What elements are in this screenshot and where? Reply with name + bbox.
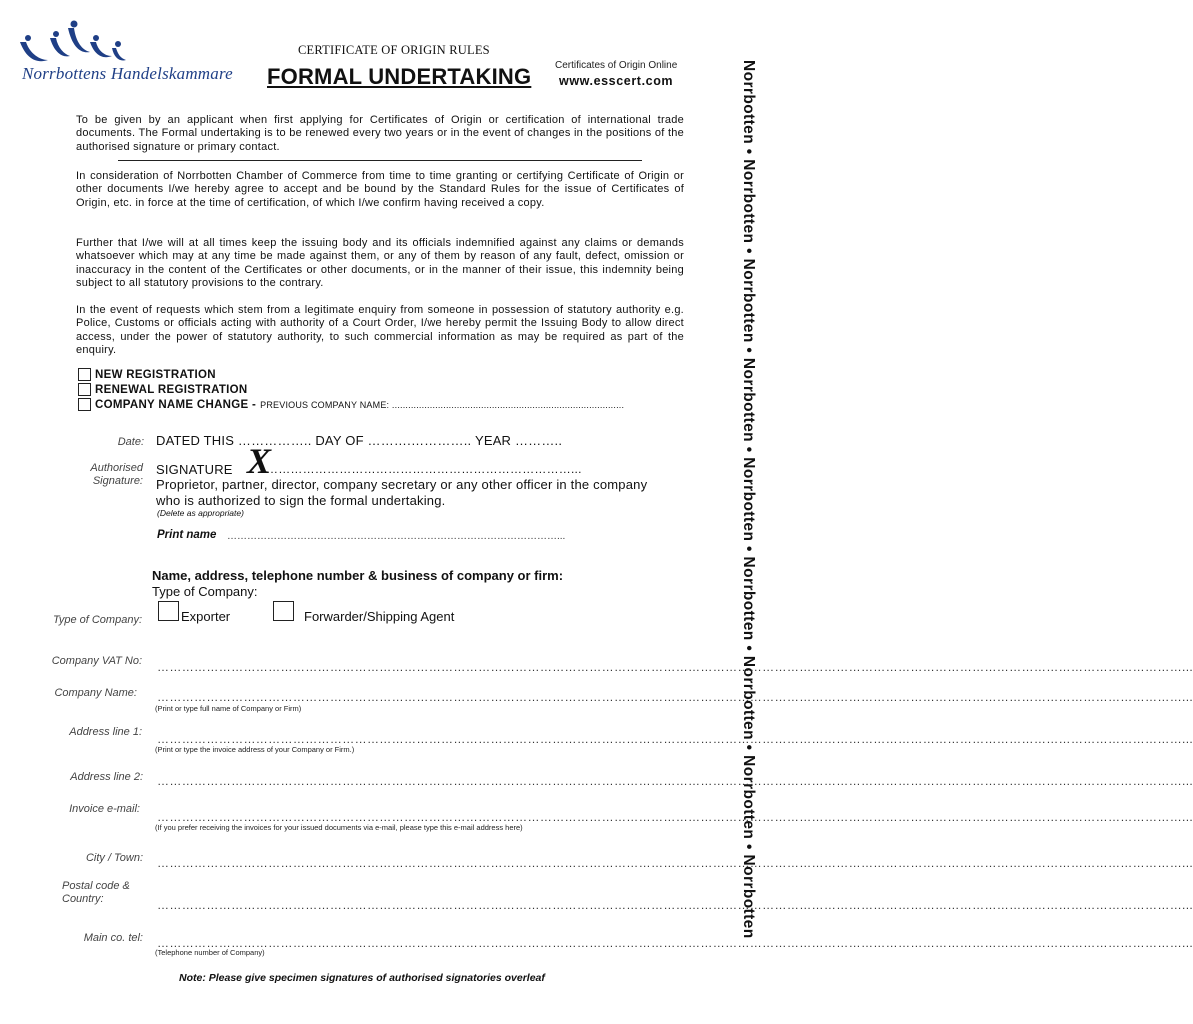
name-change-option[interactable] [78, 397, 624, 412]
divider [118, 160, 642, 161]
address1-hint: (Print or type the invoice address of your Company or Firm.) [155, 745, 355, 754]
exporter-checkbox[interactable] [158, 601, 179, 621]
new-registration-checkbox[interactable] [78, 368, 91, 381]
signatory-desc-2: who is authorized to sign the formal undertaking. [156, 493, 446, 508]
previous-name-field[interactable]: PREVIOUS COMPANY NAME: ...................................................................................... [260, 399, 625, 410]
postal-label-2: Country: [62, 893, 104, 905]
email-hint: (If you prefer receiving the invoices for your issued documents via e-mail, please type this e-mail address here) [155, 823, 523, 832]
vat-field[interactable]: ……………………………………………………………………………………………………………………………………………………………………………………………………………………………... [157, 660, 1193, 674]
renewal-registration-checkbox[interactable] [78, 383, 91, 396]
rules-title: CERTIFICATE OF ORIGIN RULES [298, 43, 490, 57]
signatory-desc-1: Proprietor, partner, director, company secretary or any other officer in the company [156, 477, 648, 492]
new-registration-label: NEW REGISTRATION [95, 368, 216, 381]
forwarder-label: Forwarder/Shipping Agent [304, 609, 455, 624]
paragraph-enquiry: In the event of requests which stem from a legitimate enquiry from someone in possession of statutory authority e.g. Police, Customs or officials acting with authority of a Court Order, I/we hereby permit the Issuing Body to allow direct access, under the power of statutory authority, to such commercial information as may be required as part of the enquiry. [76, 304, 684, 357]
tel-hint: (Telephone number of Company) [155, 948, 265, 957]
city-label: City / Town: [85, 852, 143, 864]
address1-field[interactable]: ……………………………………………………………………………………………………………………………………………………………………………………………………………………………... [157, 732, 1193, 746]
type-heading: Type of Company: [152, 584, 258, 599]
forwarder-checkbox[interactable] [273, 601, 294, 621]
signature-label-1: Authorised [90, 462, 143, 474]
delete-note: (Delete as appropriate) [157, 508, 244, 518]
page-title: FORMAL UNDERTAKING [267, 64, 532, 89]
online-label: Certificates of Origin Online [555, 60, 678, 71]
print-name-field[interactable]: ………………………………………………………………………………………... [227, 531, 566, 542]
type-of-company-label: Type of Company: [52, 614, 142, 626]
postal-label-1: Postal code & [62, 880, 130, 892]
paragraph-consideration: In consideration of Norrbotten Chamber of Commerce from time to time granting or certifying Certificate of Origin or other documents I/we hereby agree to accept and be bound by the Standard Rules for the issue of Certificates of Origin, etc. in force at the time of certification, of which I/we confirm having received a copy. [76, 170, 684, 209]
company-heading: Name, address, telephone number & business of company or firm: [152, 568, 564, 583]
postal-field[interactable]: ……………………………………………………………………………………………………………………………………………………………………………………………………………………………... [157, 898, 1193, 912]
side-band-text: Norrbotten • Norrbotten • Norrbotten • Norrbotten • Norrbotten • Norrbotten • Norrbotten • Norrbotten • Norrbotten [740, 60, 757, 939]
city-field[interactable]: ……………………………………………………………………………………………………………………………………………………………………………………………………………………………... [157, 856, 1193, 870]
name-change-label: COMPANY NAME CHANGE - [95, 398, 257, 411]
tel-field[interactable]: ……………………………………………………………………………………………………………………………………………………………………………………………………………………………... [157, 936, 1193, 950]
address1-label: Address line 1: [69, 726, 142, 738]
address2-label: Address line 2: [70, 771, 143, 783]
signature-word: SIGNATURE [156, 462, 233, 477]
chamber-name: Norrbottens Handelskammare [22, 64, 233, 83]
footer-note: Note: Please give specimen signatures of authorised signatories overleaf [179, 972, 545, 984]
signature-field[interactable]: …………………………………………………………………... [266, 462, 582, 476]
date-line[interactable]: DATED THIS …………….. DAY OF ……….………….. YEAR ……….. [156, 433, 563, 448]
paragraph-indemnity: Further that I/we will at all times keep the issuing body and its officials indemnified against any claims or demands whatsoever which may at any time be made against them, or any of them by reason of any fault, defect, omission or inaccuracy in the content of the Certificates or other documents, or in the manner of their issue, this indemnity being subject to all statutory provisions to the contrary. [76, 237, 684, 290]
renewal-registration-label: RENEWAL REGISTRATION [95, 383, 248, 396]
print-name-label: Print name [157, 529, 217, 541]
email-field[interactable]: ……………………………………………………………………………………………………………………………………………………………………………………………………………………………... [157, 810, 1193, 824]
signature-label-2: Signature: [92, 475, 143, 487]
intro-text: To be given by an applicant when first applying for Certificates of Origin or certification of international trade documents. The Formal undertaking is to be renewed every two years or in the event of changes in the positions of the authorised signature or primary contact. [76, 114, 684, 153]
exporter-label: Exporter [181, 609, 231, 624]
name-change-checkbox[interactable] [78, 398, 91, 411]
company-name-hint: (Print or type full name of Company or Firm) [155, 704, 302, 713]
new-registration-option[interactable] [78, 367, 216, 382]
address2-field[interactable]: ……………………………………………………………………………………………………………………………………………………………………………………………………………………………... [157, 774, 1193, 788]
company-name-field[interactable]: ……………………………………………………………………………………………………………………………………………………………………………………………………………………………... [157, 690, 1193, 704]
tel-label: Main co. tel: [83, 932, 143, 944]
email-label: Invoice e-mail: [69, 803, 140, 815]
company-name-label: Company Name: [54, 687, 137, 699]
date-label: Date: [117, 436, 144, 448]
renewal-registration-option[interactable] [78, 382, 248, 397]
website-link[interactable]: www.esscert.com [559, 74, 674, 88]
vat-label: Company VAT No: [51, 655, 142, 667]
signature-mark: X [247, 441, 272, 481]
